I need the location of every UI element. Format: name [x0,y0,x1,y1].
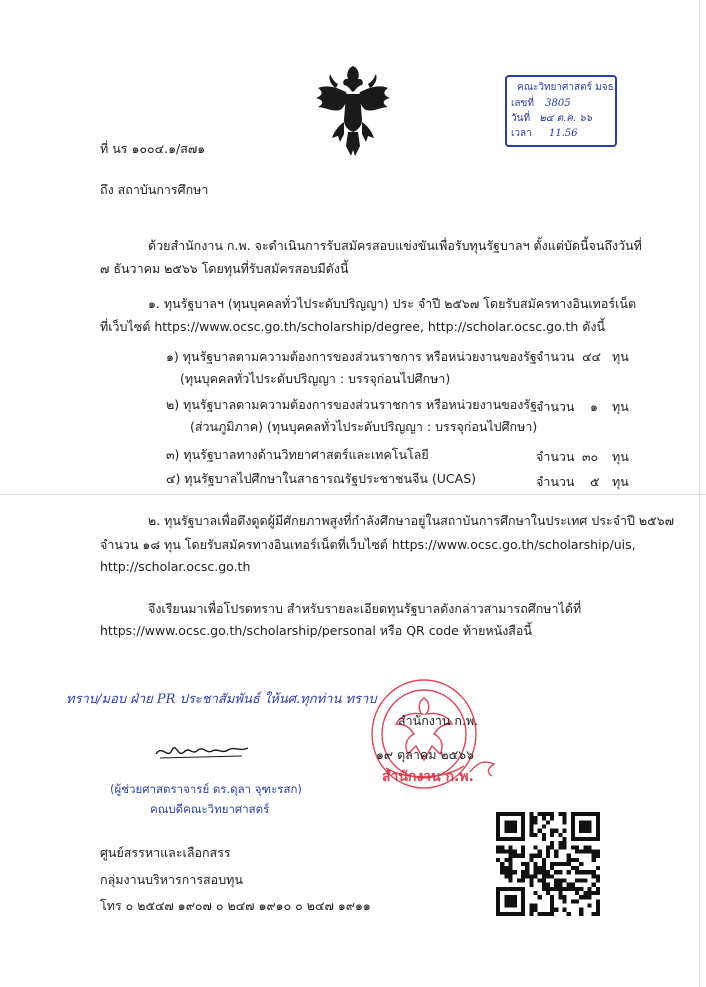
receipt-time-label: เวลา [511,128,532,139]
section2-line-2: จำนวน ๑๘ ทุน โดยรับสมัครทางอินเทอร์เน็ตที่เว็บไซต์ https://www.ocsc.go.th/scholarship/uis, [100,537,636,552]
receipt-date-label: วันที่ [511,113,531,124]
issue-date: ๑๙ ตุลาคม ๒๕๖๖ [376,747,475,762]
receipt-no-label: เลขที่ [511,98,534,109]
receipt-time [511,127,578,140]
item-1-count: ๔๔ [582,349,601,364]
item-3-count-label: จำนวน [536,449,575,464]
closing-line-1: จึงเรียนมาเพื่อโปรดทราบ สำหรับรายละเอียดทุนรัฐบาลดังกล่าวสามารถศึกษาได้ที่ [148,601,582,616]
receipt-stamp [505,75,617,147]
intro-line-1: ด้วยสำนักงาน ก.พ. จะดำเนินการรับสมัครสอบแข่งขันเพื่อรับทุนรัฐบาลฯ ตั้งแต่บัดนี้จนถึงวันที่ [148,238,642,253]
item-2-line-2: (ส่วนภูมิภาค) (ทุนบุคคลทั่วไประดับปริญญา : บรรจุก่อนไปศึกษา) [190,419,538,434]
closing-line-2: https://www.ocsc.go.th/scholarship/personal หรือ QR code ท้ายหนังสือนี้ [100,623,532,638]
item-1-line-1: ๑) ทุนรัฐบาลตามความต้องการของส่วนราชการ หรือหน่วยงานของรัฐ [166,349,537,364]
item-2-count-label: จำนวน [536,399,575,414]
seal-text: สำนักงาน ก.พ. [382,769,474,785]
item-4-count-label: จำนวน [536,474,575,489]
section1-line-1: ๑. ทุนรัฐบาลฯ (ทุนบุคคลทั่วไประดับปริญญา) ประ จำปี ๒๕๖๗ โดยรับสมัครทางอินเทอร์เน็ต [148,296,637,311]
receipt-date [511,112,592,125]
garuda-emblem-icon [310,62,396,160]
receipt-date-value: ๒๔ ต.ค. ๖๖ [539,113,592,124]
footer-phone: โทร ๐ ๒๕๔๗ ๑๙๐๗ ๐ ๒๔๗ ๑๙๑๐ ๐ ๒๔๗ ๑๙๑๑ [100,898,371,913]
reference-number: ที่ นร ๑๐๐๔.๑/ส๗๑ [100,141,206,156]
dean-title: คณบดีคณะวิทยาศาสตร์ [150,802,270,816]
item-3-count: ๓๐ [582,449,599,464]
fold-line [0,494,706,495]
handwritten-note: ทราบ/มอบ ฝ่าย PR ประชาสัมพันธ์ ให้นศ.ทุกท่าน ทราบ [66,692,377,707]
issuing-office: สำนักงาน ก.พ. [398,713,479,728]
receipt-office: คณะวิทยาศาสตร์ มจธ. [517,82,617,93]
item-1-count-label: จำนวน [536,349,575,364]
section1-line-2: ที่เว็บไซต์ https://www.ocsc.go.th/scholarship/degree, http://scholar.ocsc.go.th ดังนี้ [100,319,606,334]
section2-line-1: ๒. ทุนรัฐบาลเพื่อดึงดูดผู้มีศักยภาพสูงที่กำลังศึกษาอยู่ในสถาบันการศึกษาในประเทศ ประจำปี ๒๕๖๗ [148,513,674,528]
receipt-no [511,97,571,110]
item-3-unit: ทุน [612,449,629,464]
item-2-line-1: ๒) ทุนรัฐบาลตามความต้องการของส่วนราชการ หรือหน่วยงานของรัฐ [166,397,538,412]
item-4-unit: ทุน [612,474,629,489]
item-1-line-2: (ทุนบุคคลทั่วไประดับปริญญา : บรรจุก่อนไปศึกษา) [180,371,451,386]
item-4-line-1: ๔) ทุนรัฐบาลไปศึกษาในสาธารณรัฐประชาชนจีน (UCAS) [166,471,477,486]
receipt-no-value: 3805 [545,98,571,109]
item-3-line-1: ๓) ทุนรัฐบาลทางด้านวิทยาศาสตร์และเทคโนโลยี [166,447,429,462]
section2-line-3: http://scholar.ocsc.go.th [100,559,251,574]
item-1-unit: ทุน [612,349,629,364]
recipient-line: ถึง สถาบันการศึกษา [100,182,209,197]
item-2-unit: ทุน [612,399,629,414]
qr-code-icon [496,812,600,916]
item-2-count: ๑ [590,399,598,414]
item-4-count: ๕ [590,474,600,489]
receipt-time-value: 11.56 [548,128,578,139]
footer-group: กลุ่มงานบริหารการสอบทุน [100,872,243,887]
dean-name: (ผู้ช่วยศาสตราจารย์ ดร.ดุลา จุฑะรสก) [110,782,302,796]
intro-line-2: ๗ ธันวาคม ๒๕๖๖ โดยทุนที่รับสมัครสอบมีดังนี้ [100,261,349,276]
dean-signature-icon [152,740,252,764]
footer-department: ศูนย์สรรหาและเลือกสรร [100,845,231,860]
